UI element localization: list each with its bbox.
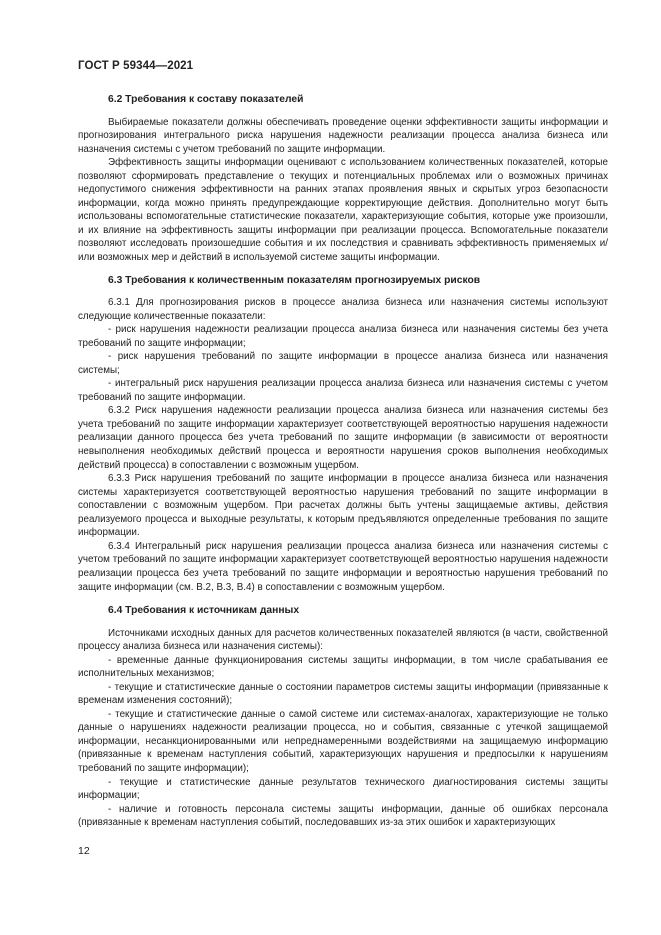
section-6-2 (78, 93, 608, 265)
page-number: 12 (78, 845, 90, 857)
section-6-4 (78, 604, 608, 830)
paragraph: 6.3.4 Интегральный риск нарушения реализации процесса анализа бизнеса или назначения системы с учетом требований по защите информации характеризует соответствующей вероятностью нарушения надежности реализации процесса без учета требований по защите информации и вероятностью нарушения требований по защите информации (см. В.2, В.3, В.4) в сопоставлении с возможным ущербом. (78, 540, 608, 593)
list-item: - наличие и готовность персонала системы защиты информации, данные об ошибках персонала (привязанные к временам наступления событий, последовавших из-за этих ошибок и характеризующих (78, 803, 608, 829)
list-item: - риск нарушения требований по защите информации в процессе анализа бизнеса или назначения системы; (78, 351, 608, 376)
paragraph: Источниками исходных данных для расчетов количественных показателей являются (в части, свойственной процессу анализа бизнеса или назначения системы): (78, 627, 608, 653)
section-title: 6.3 Требования к количественным показателям прогнозируемых рисков (108, 274, 481, 286)
document-body (78, 93, 608, 839)
list-item: - интегральный риск нарушения реализации процесса анализа бизнеса или назначения системы с учетом требований по защите информации. (78, 378, 608, 403)
section-6-3 (78, 274, 608, 595)
list-item: - риск нарушения надежности реализации процесса анализа бизнеса или назначения системы без учета требований по защите информации; (78, 324, 608, 349)
list-item: - временные данные функционирования системы защиты информации, в том числе срабатывания ее исполнительных механизмов; (78, 654, 608, 680)
list-item: - текущие и статистические данные о самой системе или системах-аналогах, характеризующие не только данные о нарушениях надежности реализации процесса, но и события, связанные с утечкой защищаемой информации, несанкционированными или непреднамеренными воздействиями на защищаемую информацию (привязанные к временам наступления событий, характеризующих нарушения и предпосылки к нарушениям требований по защите информации); (78, 708, 608, 775)
paragraph: Эффективность защиты информации оценивают с использованием количественных показателей, которые позволяют сформировать представление о текущих и потенциальных проблемах или о возможных причинах недопустимого снижения эффективности на ранних этапах проявления явных и скрытых угроз безопасности информации, когда можно принять предупреждающие корректирующие действия. Дополнительно могут быть использованы вспомогательные статистические показатели, характеризующие события, которые уже произошли, и их влияние на эффективность защиты информации при реализации процесса. Вспомогательные показатели позволяют исследовать произошедшие события и их последствия и сравнивать эффективность применяемых и/или возможных мер и действий в используемой системе защиты информации. (78, 157, 608, 263)
paragraph: 6.3.2 Риск нарушения надежности реализации процесса анализа бизнеса или назначения системы без учета требований по защите информации характеризует соответствующей вероятностью нарушения надежности реализации данного процесса без учета требований по защите информации (в зависимости от вероятности невыполнения необходимых действий процесса и вероятности нарушения сроков выполнения необходимых действий процесса) в сопоставлении с возможным ущербом. (78, 405, 608, 471)
section-title: 6.4 Требования к источникам данных (108, 605, 300, 617)
document-header: ГОСТ Р 59344—2021 (78, 60, 194, 72)
list-item: - текущие и статистические данные о состоянии параметров системы защиты информации (привязанные к временам изменения состояний); (78, 681, 608, 707)
section-title: 6.2 Требования к составу показателей (108, 94, 304, 105)
paragraph: 6.3.3 Риск нарушения требований по защите информации в процессе анализа бизнеса или назначения системы характеризуется соответствующей вероятностью нарушения требований по защите информации в сопоставлении с возможным ущербом. При расчетах должны быть учтены защищаемые активы, действия реализуемого процесса и выходные результаты, к которым предъявляются определенные требования по защите информации. (78, 473, 608, 539)
paragraph: 6.3.1 Для прогнозирования рисков в процессе анализа бизнеса или назначения системы используют следующие количественные показатели: (78, 297, 608, 322)
paragraph: Выбираемые показатели должны обеспечивать проведение оценки эффективности защиты информации и прогнозирования интегрального риска нарушения надежности реализации процесса анализа бизнеса или назначения системы с учетом требований по защите информации. (78, 116, 608, 155)
list-item: - текущие и статистические данные результатов технического диагностирования системы защиты информации; (78, 776, 608, 802)
